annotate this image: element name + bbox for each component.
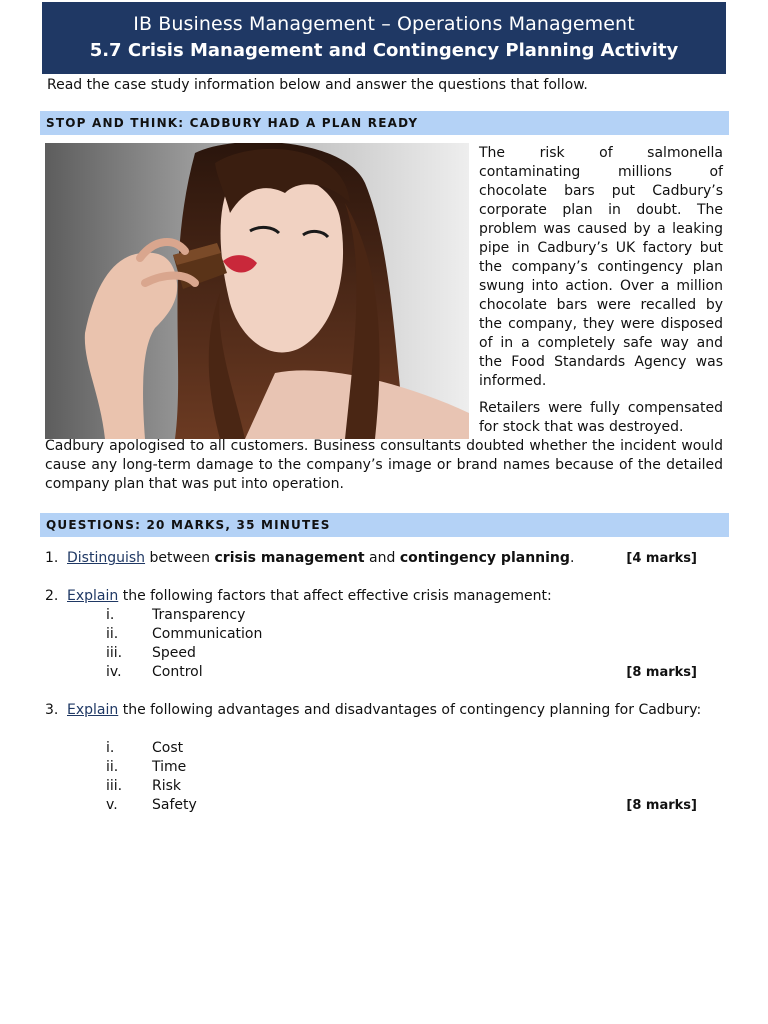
question-text: between [145,550,215,566]
section-heading-questions: QUESTIONS: 20 MARKS, 35 MINUTES [40,513,729,537]
question-text: and [364,550,400,566]
intro-text: Read the case study information below and answer the questions that follow. [47,77,588,93]
case-study-photo [45,143,469,439]
question-3 [45,701,725,821]
marks-label: [4 marks] [626,551,697,566]
question-number: 1. [45,550,59,566]
list-numeral: iii. [106,645,123,661]
case-study-paragraph-2-end: Cadbury apologised to all customers. Business consultants doubted whether the incident would cause any long-term damage to the company’s image or brand names because of the detailed company plan that was put into operation. [45,438,723,492]
list-text: Control [152,664,203,680]
list-numeral: iv. [106,664,122,680]
question-1 [45,549,725,568]
command-term-link[interactable]: Explain [67,702,119,718]
key-term: contingency planning [399,550,570,566]
list-text: Transparency [152,607,246,623]
list-numeral: ii. [106,626,119,642]
list-text: Safety [152,797,197,813]
command-term-link[interactable]: Explain [67,588,119,604]
question-number: 3. [45,702,59,718]
question-2 [45,587,725,687]
question-number: 2. [45,588,59,604]
list-numeral: iii. [106,778,123,794]
list-numeral: v. [106,797,118,813]
question-text: . [569,550,575,566]
list-text: Risk [152,778,182,794]
command-term-link[interactable]: Distinguish [67,550,146,566]
marks-label: [8 marks] [626,665,697,680]
case-study-paragraph-2-start: Retailers were fully compensated for stock that was destroyed. [479,400,723,435]
list-text: Time [152,759,187,775]
list-numeral: i. [106,607,115,623]
case-study-paragraph-1: The risk of salmonella contaminating millions of chocolate bars put Cadbury’s corporate plan in doubt. The problem was caused by a leaking pipe in Cadbury’s UK factory but the company’s contingency plan swung into action. Over a million chocolate bars were recalled by the company, they were disposed of in a completely safe way and the Food Standards Agency was informed. [479,145,723,389]
question-text: the following factors that affect effective crisis management: [118,588,552,604]
section-heading-case-study: STOP AND THINK: CADBURY HAD A PLAN READY [40,111,729,135]
list-numeral: i. [106,740,115,756]
question-text: the following advantages and disadvantages of contingency planning for Cadbury: [118,702,702,718]
activity-title: 5.7 Crisis Management and Contingency Planning Activity [89,40,679,61]
document-header [42,2,726,74]
list-text: Cost [152,740,184,756]
list-text: Communication [152,626,263,642]
marks-label: [8 marks] [626,798,697,813]
course-title: IB Business Management – Operations Management [133,13,635,35]
key-term: crisis management [214,550,365,566]
list-numeral: ii. [106,759,119,775]
list-text: Speed [152,645,196,661]
